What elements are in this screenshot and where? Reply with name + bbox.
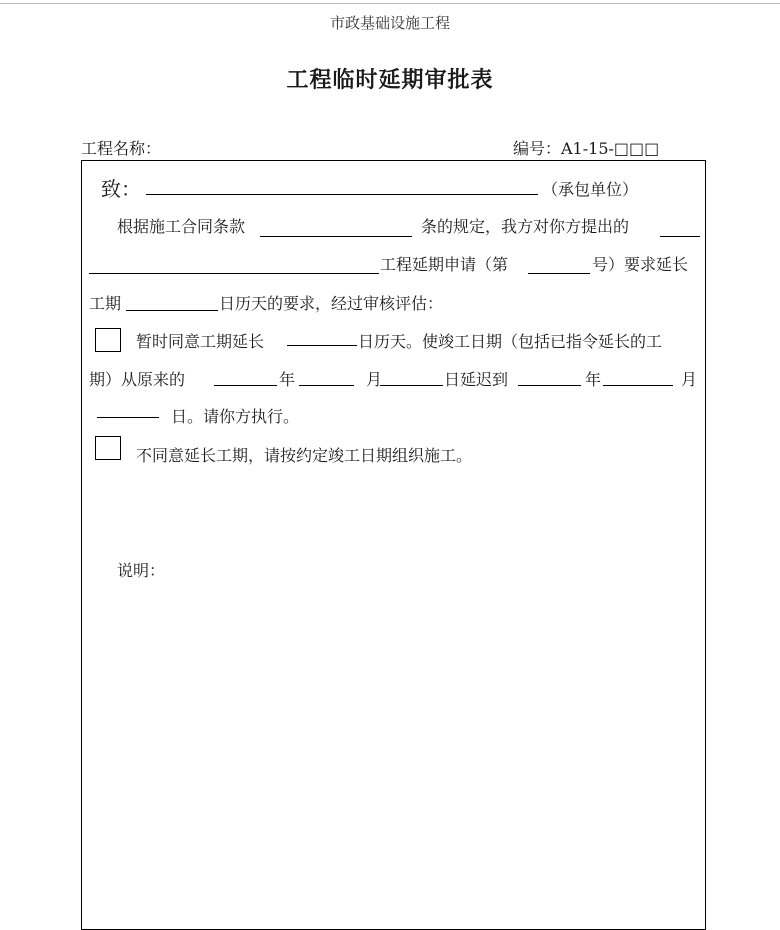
original-month-field[interactable] bbox=[299, 385, 354, 386]
period-text: 日历天的要求，经过审核评估： bbox=[219, 294, 444, 313]
original-year-label: 年 bbox=[279, 370, 296, 389]
page-title: 工程临时延期审批表 bbox=[286, 68, 494, 93]
application-number-field[interactable] bbox=[528, 273, 590, 274]
new-day-field[interactable] bbox=[97, 417, 159, 418]
original-day-field[interactable] bbox=[380, 385, 443, 386]
project-ref-field-a[interactable] bbox=[660, 236, 700, 237]
contractor-field[interactable] bbox=[146, 194, 538, 195]
page-header: 市政基础设施工程 bbox=[329, 14, 450, 32]
new-year-label: 年 bbox=[585, 370, 602, 389]
project-name-label: 工程名称： bbox=[81, 139, 162, 158]
approve-checkbox[interactable] bbox=[95, 328, 121, 352]
approve-text: 日历天。使竣工日期（包括已指令延长的工 bbox=[358, 332, 663, 351]
application-label: 工程延期申请（第 bbox=[380, 255, 509, 274]
note-label: 说明： bbox=[117, 561, 166, 580]
approve-label: 暂时同意工期延长 bbox=[136, 332, 265, 351]
to-label: 致： bbox=[101, 177, 141, 201]
form-box bbox=[81, 160, 706, 930]
original-month-label: 月 bbox=[366, 370, 383, 389]
delayed-to-label: 日延迟到 bbox=[444, 370, 509, 389]
top-rule bbox=[0, 3, 780, 4]
new-month-field[interactable] bbox=[603, 385, 673, 386]
reject-checkbox[interactable] bbox=[95, 436, 121, 460]
new-year-field[interactable] bbox=[518, 385, 581, 386]
application-suffix: 号）要求延长 bbox=[592, 255, 689, 274]
clause-label: 根据施工合同条款 bbox=[117, 217, 246, 236]
contractor-suffix: （承包单位） bbox=[542, 180, 639, 199]
clause-text: 条的规定，我方对你方提出的 bbox=[421, 217, 630, 236]
document-number: 编号：A1-15-□□□ bbox=[513, 139, 660, 158]
new-month-label: 月 bbox=[681, 370, 698, 389]
original-year-field[interactable] bbox=[214, 385, 277, 386]
project-ref-field-b[interactable] bbox=[89, 273, 379, 274]
execute-text: 日。请你方执行。 bbox=[171, 407, 300, 426]
clause-field[interactable] bbox=[260, 236, 412, 237]
extension-days-field[interactable] bbox=[287, 345, 357, 346]
original-date-label: 期）从原来的 bbox=[89, 370, 186, 389]
period-label: 工期 bbox=[89, 294, 122, 313]
requested-days-field[interactable] bbox=[126, 310, 218, 311]
reject-label: 不同意延长工期，请按约定竣工日期组织施工。 bbox=[136, 446, 473, 465]
